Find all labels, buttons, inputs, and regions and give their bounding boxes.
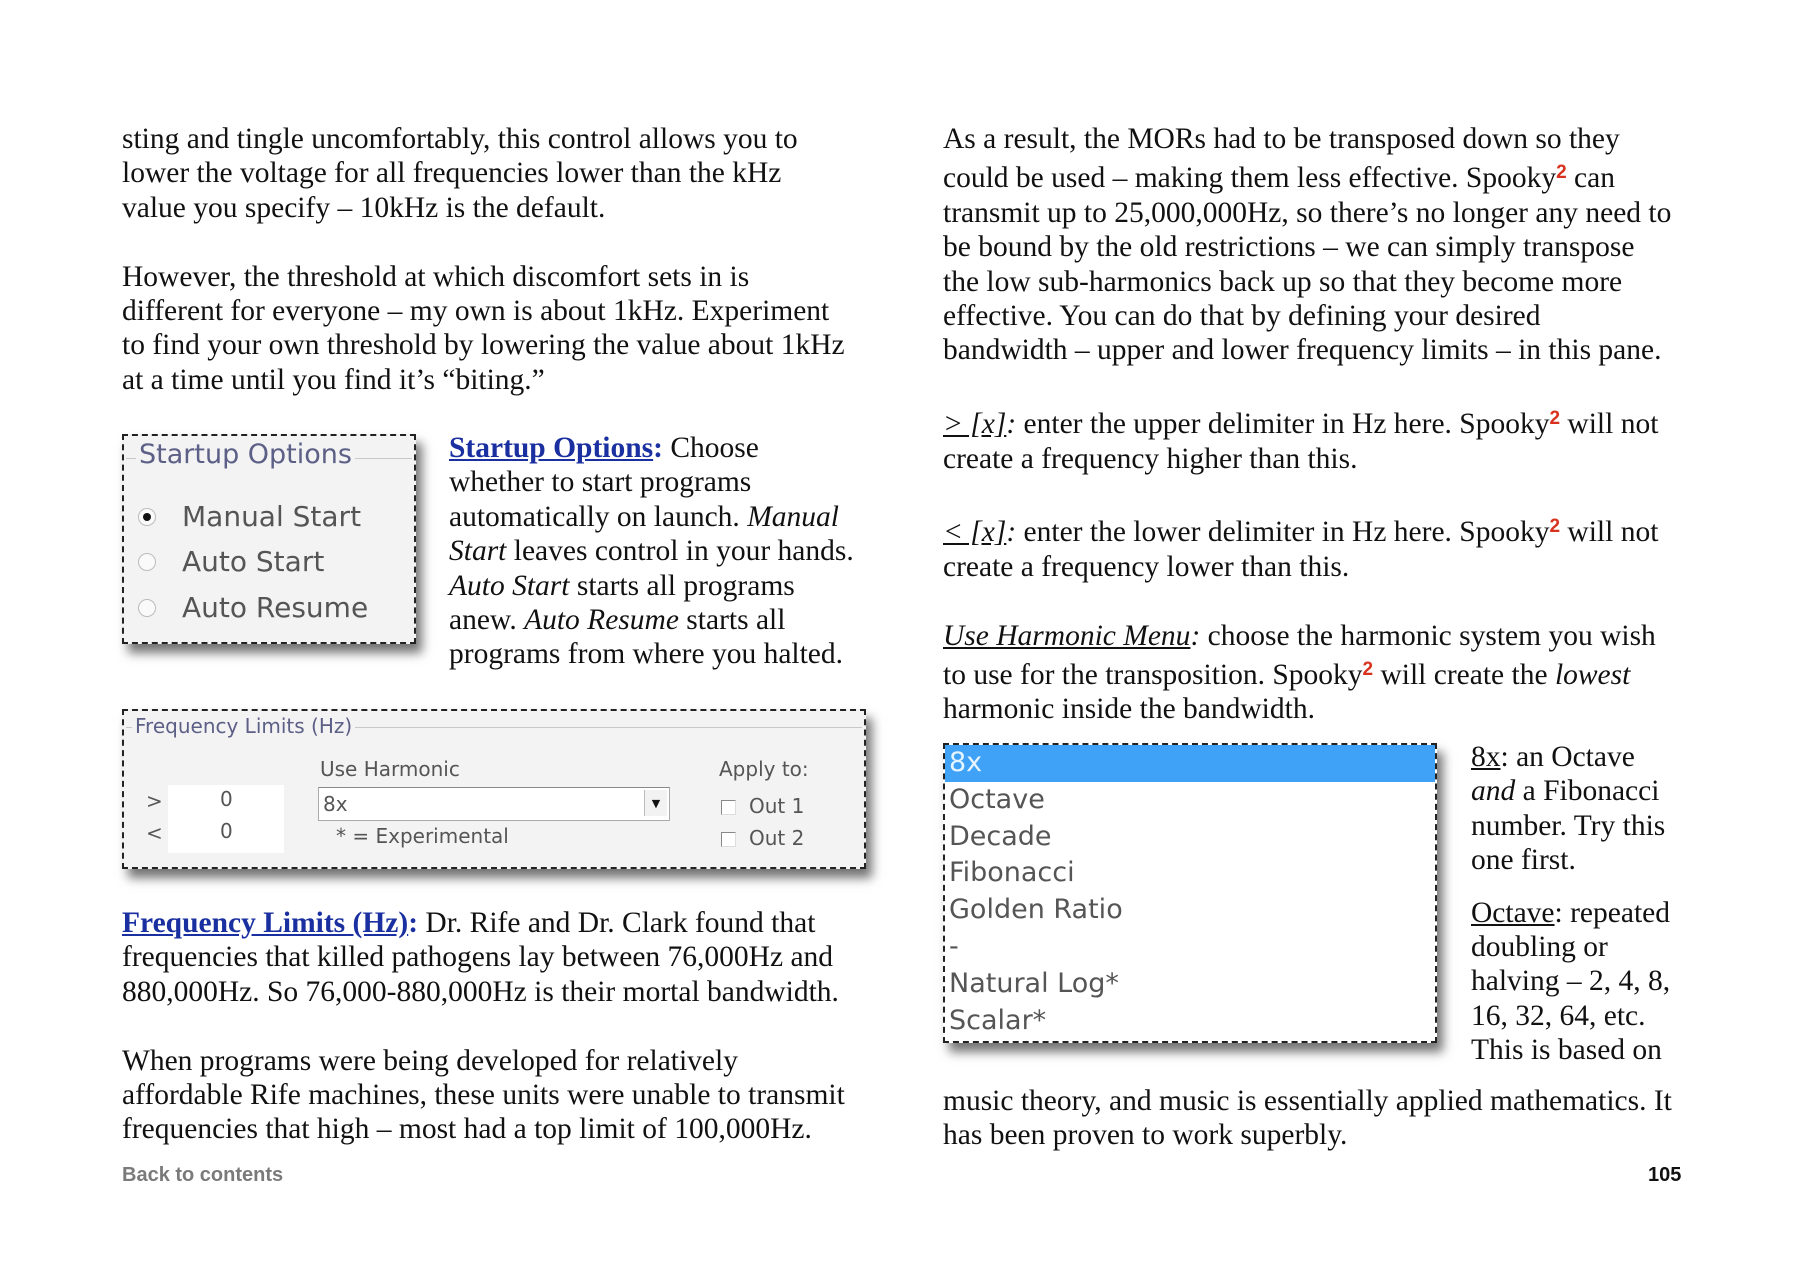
harmonic-term: Use Harmonic Menu bbox=[943, 619, 1191, 652]
radio-icon[interactable] bbox=[138, 553, 156, 571]
lower-symbol: < bbox=[146, 821, 163, 845]
startup-options-panel bbox=[122, 434, 416, 644]
list-item-8x[interactable]: 8x bbox=[945, 745, 1435, 782]
list-item-natural-log[interactable]: Natural Log* bbox=[949, 967, 1119, 999]
list-item-scalar[interactable]: Scalar* bbox=[949, 1004, 1047, 1036]
startup-options-description: Startup Options: Choose whether to start programs automatically on launch. Manual Start leaves control in your hands. Auto Start starts all programs anew. Auto Resume starts all programs from where you halted. bbox=[449, 432, 854, 671]
harmonic-menu-paragraph: Use Harmonic Menu: choose the harmonic system you wish to use for the transposition. Spooky$^2$ will create the lowest harmonic inside the bandwidth. bbox=[943, 619, 1656, 726]
chevron-down-icon[interactable]: ▼ bbox=[644, 790, 667, 816]
paragraph: However, the threshold at which discomfort sets in is different for everyone – my own is about 1kHz. Experiment to find your own threshold by lowering the value about 1kHz at a time until you find it’s “biting.” bbox=[122, 260, 845, 396]
startup-options-title: Startup Options bbox=[136, 439, 355, 470]
octave-note: Octave: repeated doubling or halving – 2, 4, 8, 16, 32, 64, etc. This is based on bbox=[1471, 896, 1671, 1067]
harmonic-listbox[interactable] bbox=[943, 743, 1437, 1043]
paragraph: As a result, the MORs had to be transposed down so they could be used – making them less effective. Spooky$^2$ can transmit up to 25,000,000Hz, so there’s no longer any need to be bound by the old restrictions – we can simply transpose the low sub-harmonics back up so that they become more effective. You can do that by defining your desired bandwidth – upper and lower frequency limits – in this pane. bbox=[943, 123, 1672, 367]
upper-term: > [x] bbox=[943, 408, 1007, 441]
frequency-limits-panel bbox=[122, 709, 866, 869]
upper-limit-input[interactable]: 0 bbox=[220, 787, 233, 811]
radio-manual-start[interactable]: Manual Start bbox=[138, 500, 361, 533]
list-item-separator[interactable]: - bbox=[949, 930, 959, 962]
list-item-fibonacci[interactable]: Fibonacci bbox=[949, 857, 1075, 889]
out2-label: Out 2 bbox=[749, 826, 805, 850]
harmonic-select[interactable]: 8x ▼ bbox=[318, 787, 670, 821]
use-harmonic-label: Use Harmonic bbox=[320, 757, 460, 781]
list-item-octave[interactable]: Octave bbox=[949, 783, 1045, 815]
paragraph: When programs were being developed for relatively affordable Rife machines, these units were unable to transmit frequencies that high – most had a top limit of 100,000Hz. bbox=[122, 1044, 845, 1146]
left-column bbox=[122, 122, 882, 397]
apply-to-label: Apply to: bbox=[719, 757, 809, 781]
lower-term: < [x] bbox=[943, 516, 1007, 549]
list-item-decade[interactable]: Decade bbox=[949, 820, 1052, 852]
lower-limit-input[interactable]: 0 bbox=[220, 819, 233, 843]
right-column bbox=[943, 122, 1723, 727]
page-number: 105 bbox=[1648, 1164, 1682, 1186]
frequency-limits-link[interactable]: Frequency Limits (Hz) bbox=[122, 907, 409, 939]
harmonic-side-notes bbox=[1471, 740, 1711, 1068]
out2-checkbox[interactable] bbox=[721, 832, 736, 847]
radio-auto-start[interactable]: Auto Start bbox=[138, 545, 324, 578]
upper-delimiter-paragraph: > [x]: enter the upper delimiter in Hz here. Spooky$^2$ will not create a frequency higher than this. bbox=[943, 408, 1659, 475]
superscript-2: 2 bbox=[1556, 162, 1567, 184]
lower-delimiter-paragraph: < [x]: enter the lower delimiter in Hz here. Spooky$^2$ will not create a frequency lower than this. bbox=[943, 516, 1659, 583]
superscript-2: 2 bbox=[1549, 516, 1561, 538]
experimental-note: * = Experimental bbox=[336, 824, 509, 848]
radio-selected-icon[interactable] bbox=[138, 508, 156, 526]
superscript-2: 2 bbox=[1362, 659, 1374, 681]
out1-checkbox[interactable] bbox=[721, 800, 736, 815]
list-item-golden-ratio[interactable]: Golden Ratio bbox=[949, 894, 1123, 926]
frequency-limits-title: Frequency Limits (Hz) bbox=[132, 714, 355, 738]
octave-note-continued: music theory, and music is essentially applied mathematics. It has been proven to work superbly. bbox=[943, 1085, 1672, 1152]
radio-icon[interactable] bbox=[138, 599, 156, 617]
startup-options-link[interactable]: Startup Options bbox=[449, 432, 654, 464]
radio-auto-resume[interactable]: Auto Resume bbox=[138, 591, 368, 624]
back-to-contents-link[interactable]: Back to contents bbox=[122, 1164, 284, 1186]
out1-label: Out 1 bbox=[749, 794, 805, 818]
superscript-2: 2 bbox=[1549, 408, 1561, 430]
paragraph: sting and tingle uncomfortably, this control allows you to lower the voltage for all frequencies lower than the kHz value you specify – 10kHz is the default. bbox=[122, 123, 798, 224]
frequency-limits-description: Frequency Limits (Hz): Dr. Rife and Dr. Clark found that frequencies that killed pathogens lay between 76,000Hz and 880,000Hz. So 76,000-880,000Hz is their mortal bandwidth. When programs were being developed for relatively affordable Rife machines, these units were unable to transmit frequencies that high – most had a top limit of 100,000Hz. bbox=[122, 906, 882, 1147]
upper-symbol: > bbox=[146, 789, 163, 813]
8x-note: 8x: an Octave and a Fibonacci number. Try this one first. bbox=[1471, 741, 1666, 877]
